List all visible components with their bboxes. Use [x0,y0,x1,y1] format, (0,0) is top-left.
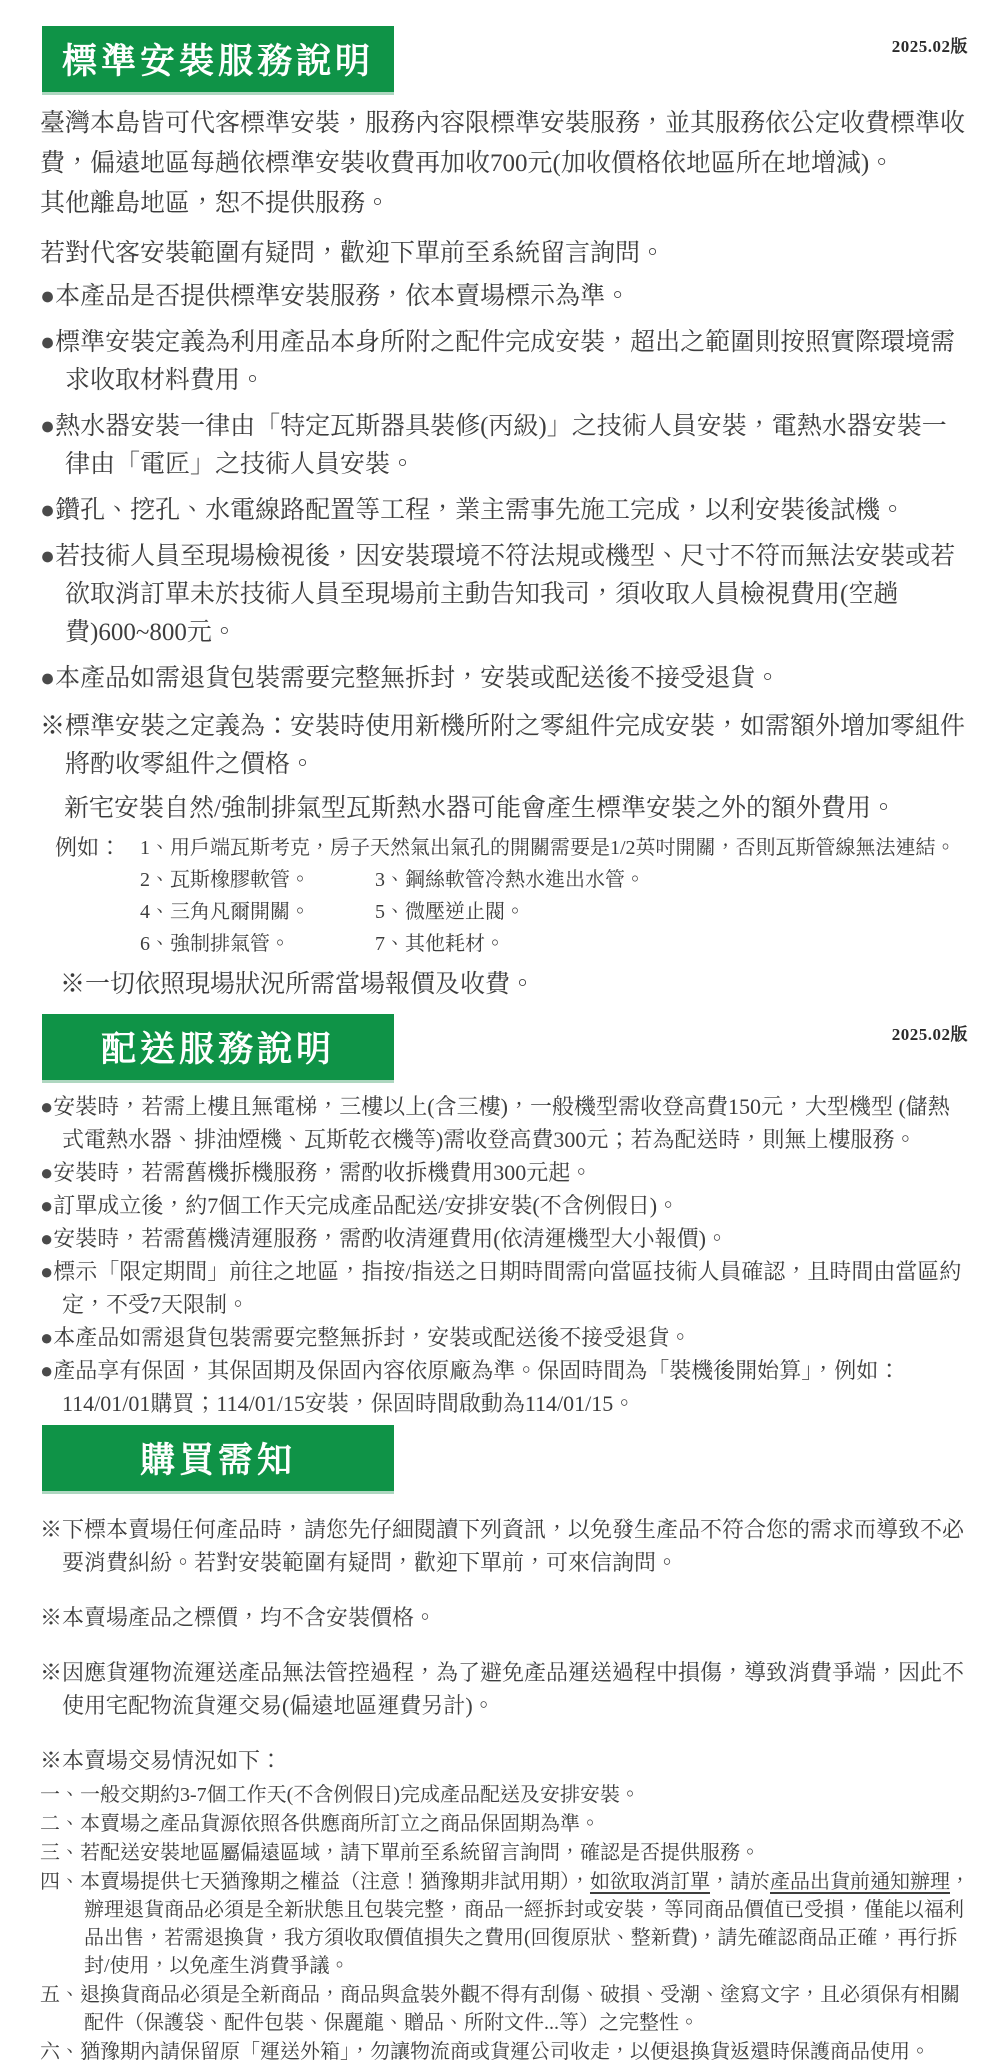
underlined-notify-before-ship: 產品出貨前通知辦理 [770,1871,950,1893]
bullet-icon: ● [40,1094,54,1119]
section-standard-install [0,26,1000,1004]
example-item: 3、鋼絲軟管冷熱水進出水管。 [375,869,645,891]
install-intro-paragraph: 臺灣本島皆可代客標準安裝，服務內容限標準安裝服務，並其服務依公定收費標準收費，偏遠地區每趟依標準安裝收費再加收700元(加收價格依地區所在地增減)。 [40,110,966,177]
example-label: 例如： [55,835,122,860]
bullet-icon: ● [40,283,56,310]
purchase-note: ※下標本賣場任何產品時，請您先仔細閱讀下列資訊，以免發生產品不符合您的需求而導致不必要消費糾紛。若對安裝範圍有疑問，歡迎下單前，可來信詢問。 [40,1517,965,1575]
install-question-line: 若對代客安裝範圍有疑問，歡迎下單前至系統留言詢問。 [40,240,666,267]
purchase-notes [40,1513,970,1777]
list-item-text: 安裝時，若需舊機清運服務，需酌收清運費用(依清運機型大小報價)。 [53,1226,728,1251]
example-block [55,834,980,958]
delivery-bullet-list [40,1090,970,1420]
bullet-icon: ● [40,1325,54,1350]
install-bullet-list [40,278,970,698]
numbered-item [40,1839,974,1867]
item-number: 五、 [40,1984,80,2006]
item-text: 退換貨商品必須是全新商品，商品與盒裝外觀不得有刮傷、破損、受潮、塗寫文字，且必須保有相關配件（保護袋、配件包裝、保麗龍、贈品、所附文件...等）之完整性。 [80,1984,960,2034]
bullet-icon: ● [40,497,56,524]
numbered-item [40,1981,974,2037]
install-intro-islands: 其他離島地區，恕不提供服務。 [40,190,391,217]
item-text: 本賣場提供七天猶豫期之權益（注意！猶豫期非試用期）， [80,1871,590,1893]
example-row [140,866,980,894]
item-number: 六、 [40,2041,80,2063]
section-purchase-notice [0,1425,1000,2066]
list-item [40,660,970,698]
purchase-note: ※本賣場交易情況如下： [40,1748,283,1773]
list-item-text: 訂單成立後，約7個工作天完成產品配送/安排安裝(不含例假日)。 [53,1193,680,1218]
version-label: 2025.02版 [891,1025,968,1044]
example-item: 1、用戶端瓦斯考克，房子天然氣出氣孔的開關需要是1/2英吋開關，否則瓦斯管線無法連結。 [140,837,956,859]
example-rows [140,834,980,958]
section-title-install: 標準安裝服務說明 [42,26,394,92]
list-item-text: 若技術人員至現場檢視後，因安裝環境不符法規或機型、尺寸不符而無法安裝或若欲取消訂單未於技術人員至現場前主動告知我司，須收取人員檢視費用(空趟費)600~800元。 [55,543,956,646]
list-item-text: 標準安裝定義為利用產品本身所附之配件完成安裝，超出之範圍則按照實際環境需求收取材料費用。 [55,329,956,394]
example-item: 2、瓦斯橡膠軟管。 [140,869,310,891]
numbered-item [40,1810,974,1838]
numbered-item [40,1868,974,1980]
list-item [40,1189,970,1222]
list-item-text: 本產品如需退貨包裝需要完整無拆封，安裝或配送後不接受退貨。 [53,1325,692,1350]
section-title-delivery: 配送服務說明 [42,1014,394,1080]
example-row [140,930,980,958]
list-item [40,1321,970,1354]
item-text: ，辦理退貨商品必須是全新狀態且包裝完整，商品一經拆封或安裝，等同商品價值已受損，僅能以福利品出售，若需退換貨，我方須收取價值損失之費用(回復原狀、整新費)，請先確認商品正確，再行拆封/使用，以免產生消費爭議。 [84,1871,970,1977]
item-text: 本賣場之產品貨源依照各供應商所訂立之商品保固期為準。 [80,1813,600,1835]
item-number: 二、 [40,1813,80,1835]
list-item [40,408,970,484]
bullet-icon: ● [40,543,56,570]
purchase-note: ※本賣場產品之標價，均不含安裝價格。 [40,1605,437,1630]
list-item [40,1222,970,1255]
item-number: 三、 [40,1842,80,1864]
section-delivery [0,1014,1000,1420]
section-title-purchase: 購買需知 [42,1425,394,1491]
numbered-item [40,2038,974,2066]
list-item [40,324,970,400]
onsite-quote-note: ※一切依照現場狀況所需當場報價及收費。 [60,971,536,998]
list-item-text: 本產品是否提供標準安裝服務，依本賣場標示為準。 [55,283,631,310]
version-label: 2025.02版 [891,37,968,56]
item-text: 一般交期約3-7個工作天(不含例假日)完成產品配送及安排安裝。 [80,1784,640,1806]
standard-install-definition-note: ※標準安裝之定義為：安裝時使用新機所附之零組件完成安裝，如需額外增加零組件將酌收零組件之價格。 [40,713,966,778]
bullet-icon: ● [40,1160,54,1185]
list-item-text: 鑽孔、挖孔、水電線路配置等工程，業主需事先施工完成，以利安裝後試機。 [55,497,906,524]
item-number: 一、 [40,1784,80,1806]
list-item-text: 安裝時，若需舊機拆機服務，需酌收拆機費用300元起。 [53,1160,593,1185]
bullet-icon: ● [40,1226,54,1251]
item-text: ，請於 [710,1871,770,1893]
example-item: 6、強制排氣管。 [140,933,290,955]
example-item: 4、三角凡爾開關。 [140,901,310,923]
list-item [40,1090,970,1156]
list-item-text: 產品享有保固，其保固期及保固內容依原廠為準。保固時間為「裝機後開始算」，例如：114/01/01購買；114/01/15安裝，保固時間啟動為114/01/15。 [53,1358,901,1416]
list-item-text: 熱水器安裝一律由「特定瓦斯器具裝修(丙級)」之技術人員安裝，電熱水器安裝一律由「電匠」之技術人員安裝。 [55,413,947,478]
example-item: 5、微壓逆止閥。 [375,901,525,923]
list-item [40,1354,970,1420]
list-item [40,278,970,316]
list-item-text: 標示「限定期間」前往之地區，指按/指送之日期時間需向當區技術人員確認，且時間由當區約定，不受7天限制。 [53,1259,962,1317]
underlined-cancel-order: 如欲取消訂單 [590,1871,710,1893]
example-row [140,834,980,862]
list-item-text: 本產品如需退貨包裝需要完整無拆封，安裝或配送後不接受退貨。 [55,665,781,692]
bullet-icon: ● [40,329,56,356]
bullet-icon: ● [40,413,56,440]
numbered-item [40,1781,974,1809]
bullet-icon: ● [40,1358,54,1383]
item-number: 四、 [40,1871,80,1893]
bullet-icon: ● [40,1193,54,1218]
bullet-icon: ● [40,665,56,692]
item-text: 若配送安裝地區屬偏遠區域，請下單前至系統留言詢問，確認是否提供服務。 [80,1842,760,1864]
purchase-note: ※因應貨運物流運送產品無法管控過程，為了避免產品運送過程中損傷，導致消費爭端，因此不使用宅配物流貨運交易(偏遠地區運費另計)。 [40,1660,965,1718]
example-item: 7、其他耗材。 [375,933,505,955]
list-item [40,538,970,652]
item-text: 猶豫期內請保留原「運送外箱」，勿讓物流商或貨運公司收走，以便退換貨返還時保護商品使用。 [80,2041,930,2063]
bullet-icon: ● [40,1259,54,1284]
list-item [40,1156,970,1189]
purchase-numbered-list [40,1781,974,2066]
list-item-text: 安裝時，若需上樓且無電梯，三樓以上(含三樓)，一般機型需收登高費150元，大型機型 (儲熱式電熱水器、排油煙機、瓦斯乾衣機等)需收登高費300元；若為配送時，則無上樓服務。 [53,1094,950,1152]
new-home-note: 新宅安裝自然/強制排氣型瓦斯熱水器可能會產生標準安裝之外的額外費用。 [64,795,896,822]
list-item [40,1255,970,1321]
example-row [140,898,980,926]
list-item [40,492,970,530]
